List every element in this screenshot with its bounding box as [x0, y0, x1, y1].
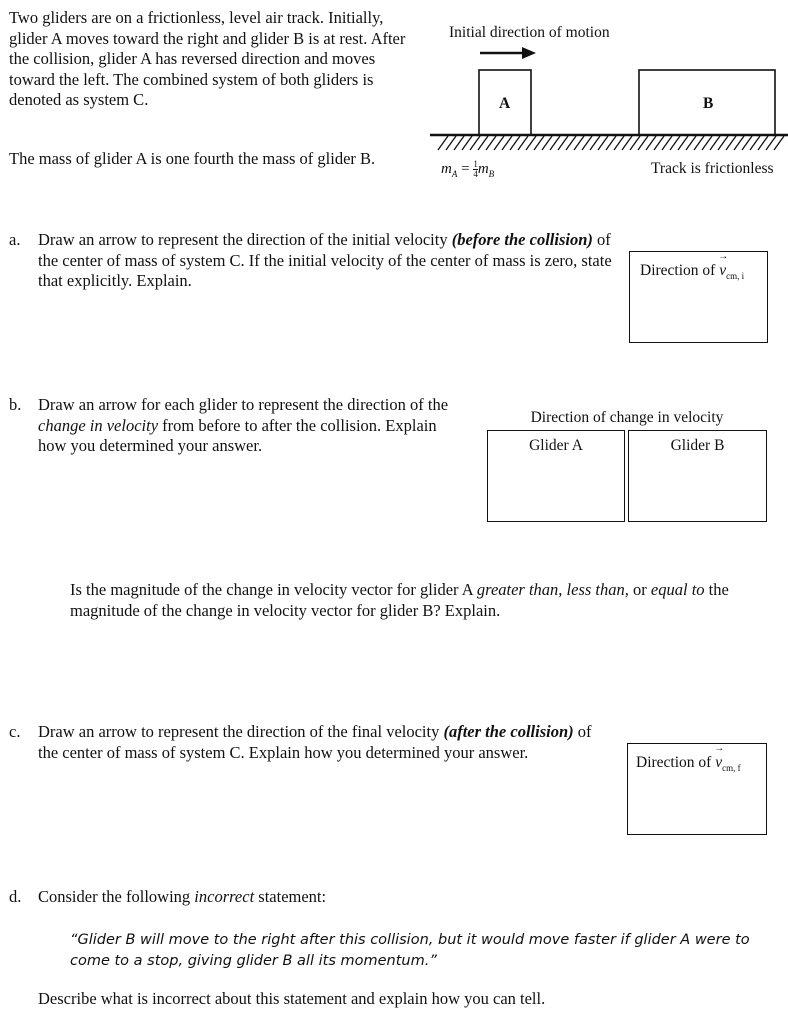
part-a-letter: a. — [9, 230, 21, 249]
glider-a-column-label: Glider A — [529, 437, 583, 454]
part-d-letter: d. — [9, 887, 22, 906]
part-c-box-label: Direction of → $v_{cm, f}$ — [636, 754, 741, 773]
part-b-box-title: Direction of change in velocity — [530, 409, 724, 426]
part-c-letter: c. — [9, 722, 21, 741]
glider-a-change-box[interactable] — [487, 430, 625, 522]
glider-b-column-label: Glider B — [670, 437, 725, 454]
motion-label: Initial direction of motion — [449, 24, 610, 41]
part-d-instruction: Describe what is incorrect about this statement and explain how you can tell. — [38, 989, 546, 1008]
part-b-letter: b. — [9, 395, 22, 414]
mass-relation: $m_A$ = $\frac{1}{4}$ $m_B$ — [441, 159, 495, 179]
part-b-prompt: Draw an arrow for each glider to represent the direction of the change in velocity from before to after the collision. Explain how you determined your answer. — [38, 395, 449, 455]
fraction: $\frac{1}{4}$ — [473, 159, 478, 179]
track-hatching — [438, 136, 784, 150]
part-a-answer-box[interactable] — [629, 251, 768, 343]
part-c-prompt: Draw an arrow to represent the direction of the final velocity (after the collision) of the center of mass of system C. Explain how you determined your answer. — [38, 722, 592, 762]
part-d-prompt: Consider the following incorrect statement: — [38, 887, 327, 906]
incorrect-statement-quote: “Glider B will move to the right after this collision, but it would move faster if glider A were to come to a stop, giving glider B all its momentum.” — [70, 932, 750, 969]
intro-paragraph-1: Two gliders are on a frictionless, level air track. Initially, glider A moves toward the right and glider B is at rest. After the collision, glider A has reversed direction and moves toward the left. The combined system of both gliders is denoted as system C. — [9, 8, 406, 109]
part-a-box-label: Direction of → $v_{cm, i}$ — [640, 262, 744, 281]
glider-b-change-box[interactable] — [628, 430, 767, 522]
track-label: Track is frictionless — [651, 160, 774, 177]
glider-b-label: B — [703, 95, 714, 112]
glider-a-label: A — [499, 95, 511, 112]
part-a-prompt: Draw an arrow to represent the direction of the initial velocity (before the collision) of the center of mass of system C. If the initial velocity of the center of mass is zero, state that explicitly. Explain. — [38, 230, 612, 290]
motion-arrow-head — [522, 47, 536, 59]
intro-paragraph-2: The mass of glider A is one fourth the mass of glider B. — [9, 149, 376, 168]
part-b-followup: Is the magnitude of the change in velocity vector for glider A greater than, less than, or equal to the magnitude of the change in velocity vector for glider B? Explain. — [70, 580, 729, 620]
part-c-answer-box[interactable] — [627, 743, 767, 835]
